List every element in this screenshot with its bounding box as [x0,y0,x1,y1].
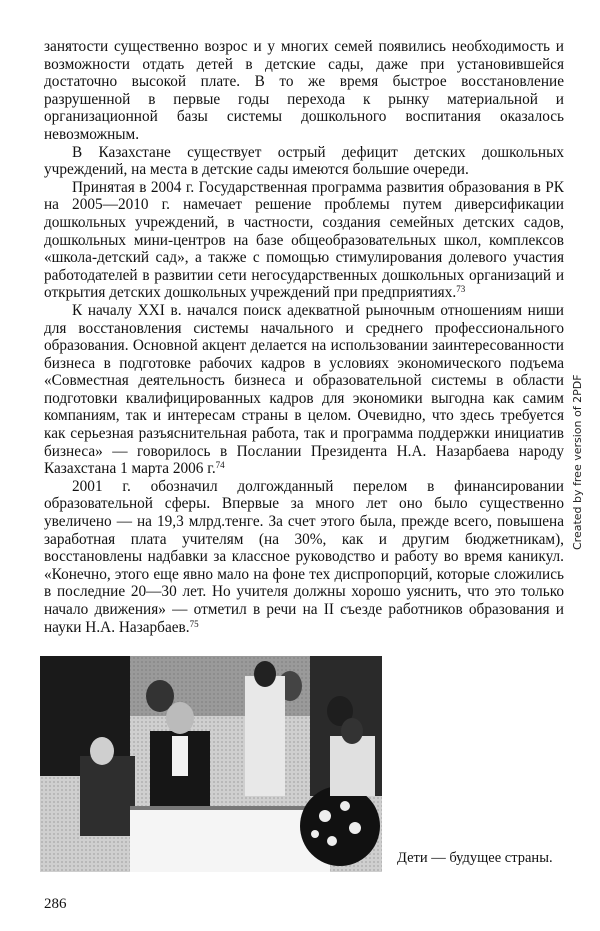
footnote-ref: 73 [456,284,466,295]
paragraph: занятости существенно возрос и у многих семей появились необходимость и возможности отдать детей в детские сады, даже при установившейся достаточно высокой плате. В то же время быстрое восстановление разрушенной в первые годы перехода к рынку материальной и организационной базы системы дошкольного воспитания оказалось невозможным. [44,38,564,143]
paragraph: Принятая в 2004 г. Государственная программа развития образования в РК на 2005—2010 г. намечает решение проблемы путем диверсификации дошкольных учреждений, в частности, создания семейных детских садов, дошкольных мини-центров на базе общеобразовательных школ, комплексов «школа-детский сад», а также с помощью стимулирования долевого участия работодателей в развитии сети негосударственных дошкольных организаций и открытия детских дошкольных учреждений при предприятиях.$^{73}$ [44,178,564,302]
paragraph: 2001 г. обозначил долгожданный перелом в финансировании образовательной сферы. Впервые за много лет оно было существенно увеличено — на 19,3 млрд.тенге. За счет этого была, прежде всего, повышена заработная плата учителям (на 30%, как и другим бюджетникам), восстановлены надбавки за классное руководство и работу во время каникул. «Конечно, этого еще явно мало на фоне тех диспропорций, которые сложились в последние 20—30 лет. Но учителя должны хорошо уяснить, что это только начало движения» — отметил в речи на II съезде работников образования и науки Н.А. Назарбаев.$^{75}$ [44,477,564,636]
footnote-ref: 74 [215,460,225,471]
figure-caption: Дети — будущее страны. [397,850,553,866]
photo-figure [40,656,382,872]
footnote-ref: 75 [189,618,199,629]
paragraph: В Казахстане существует острый дефицит детских дошкольных учреждений, на места в детские сады имеются большие очереди. [44,143,564,179]
photo-illustration [40,656,382,872]
body-text [44,38,564,636]
paragraph: К началу XXI в. начался поиск адекватной рыночным отношениям ниши для восстановления системы начального и среднего профессионального образования. Основной акцент делается на использовании заинтересованности бизнеса в подготовке рабочих кадров в условиях экономического подъема «Совместная деятельность бизнеса и образовательной системы в области подготовки квалифицированных кадров для экономики выгодна как самим компаниям, так и интересам страны в целом. Очевидно, что здесь требуется как серьезная разъяснительная работа, так и программа поддержки инициатив бизнеса» — говорилось в Послании Президента Н.А. Назарбаева народу Казахстана 1 марта 2006 г.$^{74}$ [44,301,564,478]
page-number: 286 [44,896,67,912]
watermark-text: Created by free version of 2PDF [571,374,584,550]
